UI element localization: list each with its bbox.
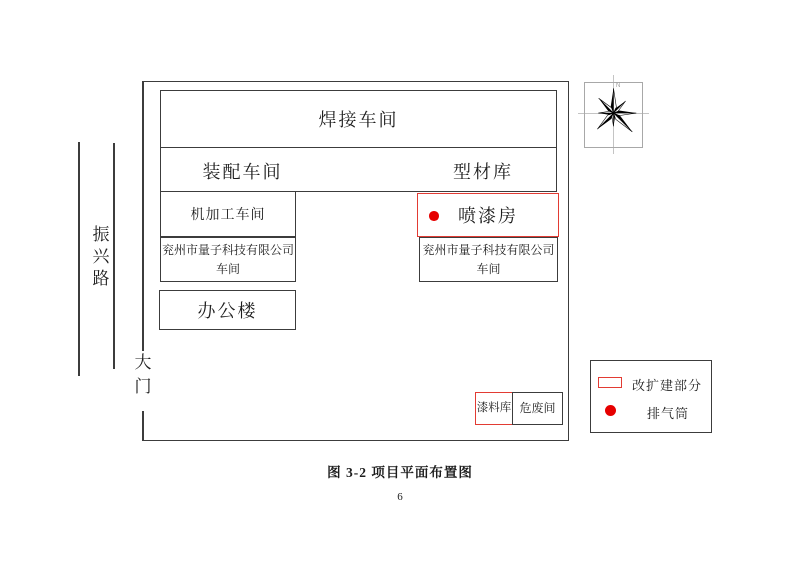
site-boundary-west-upper: [142, 81, 144, 352]
machining-workshop-label: 机加工车间: [190, 208, 266, 223]
road-label: 振兴路: [89, 225, 109, 291]
spray-paint-room-label: 喷漆房: [458, 206, 518, 226]
paint-storage-box: [475, 392, 513, 425]
machining-workshop-box: [160, 191, 296, 237]
company-workshop-right-line2: 车间: [476, 261, 501, 276]
welding-workshop-label: 焊接车间: [318, 110, 399, 130]
office-building-box: [159, 290, 296, 330]
welding-workshop-box: [160, 90, 557, 148]
legend-item-label: 改扩建部分: [632, 378, 703, 393]
gate-label: 大门: [128, 351, 154, 403]
company-workshop-right-line1: 兖州市量子科技有限公司: [422, 242, 555, 257]
company-workshop-left-box: [160, 237, 296, 282]
company-workshop-left-line1: 兖州市量子科技有限公司: [161, 242, 294, 257]
paint-storage-label: 漆料库: [476, 401, 512, 414]
exhaust-stack-dot: [429, 211, 439, 221]
hazardous-waste-room-box: [512, 392, 563, 425]
legend-red-dot-symbol: [605, 405, 616, 416]
site-boundary-west-lower: [142, 411, 144, 441]
legend-red-rect-symbol: [598, 377, 622, 388]
legend-box: [590, 360, 712, 433]
office-building-label: 办公楼: [197, 301, 258, 321]
company-workshop-right-box: [419, 237, 558, 282]
road-edge-line-outer: [78, 142, 80, 376]
spray-paint-room-box: [417, 193, 559, 237]
assembly-workshop-label: 装配车间: [202, 162, 283, 182]
page-number: 6: [397, 491, 403, 503]
profile-warehouse-label: 型材库: [453, 162, 513, 182]
wind-rose-icon: [585, 83, 642, 145]
hazardous-waste-room-label: 危废间: [519, 401, 556, 416]
road-edge-line-inner: [113, 143, 115, 369]
figure-caption: 图 3-2 项目平面布置图: [327, 465, 473, 480]
compass-north-label: N: [616, 83, 621, 89]
legend-item-label: 排气筒: [647, 406, 690, 421]
company-workshop-left-line2: 车间: [215, 261, 240, 276]
